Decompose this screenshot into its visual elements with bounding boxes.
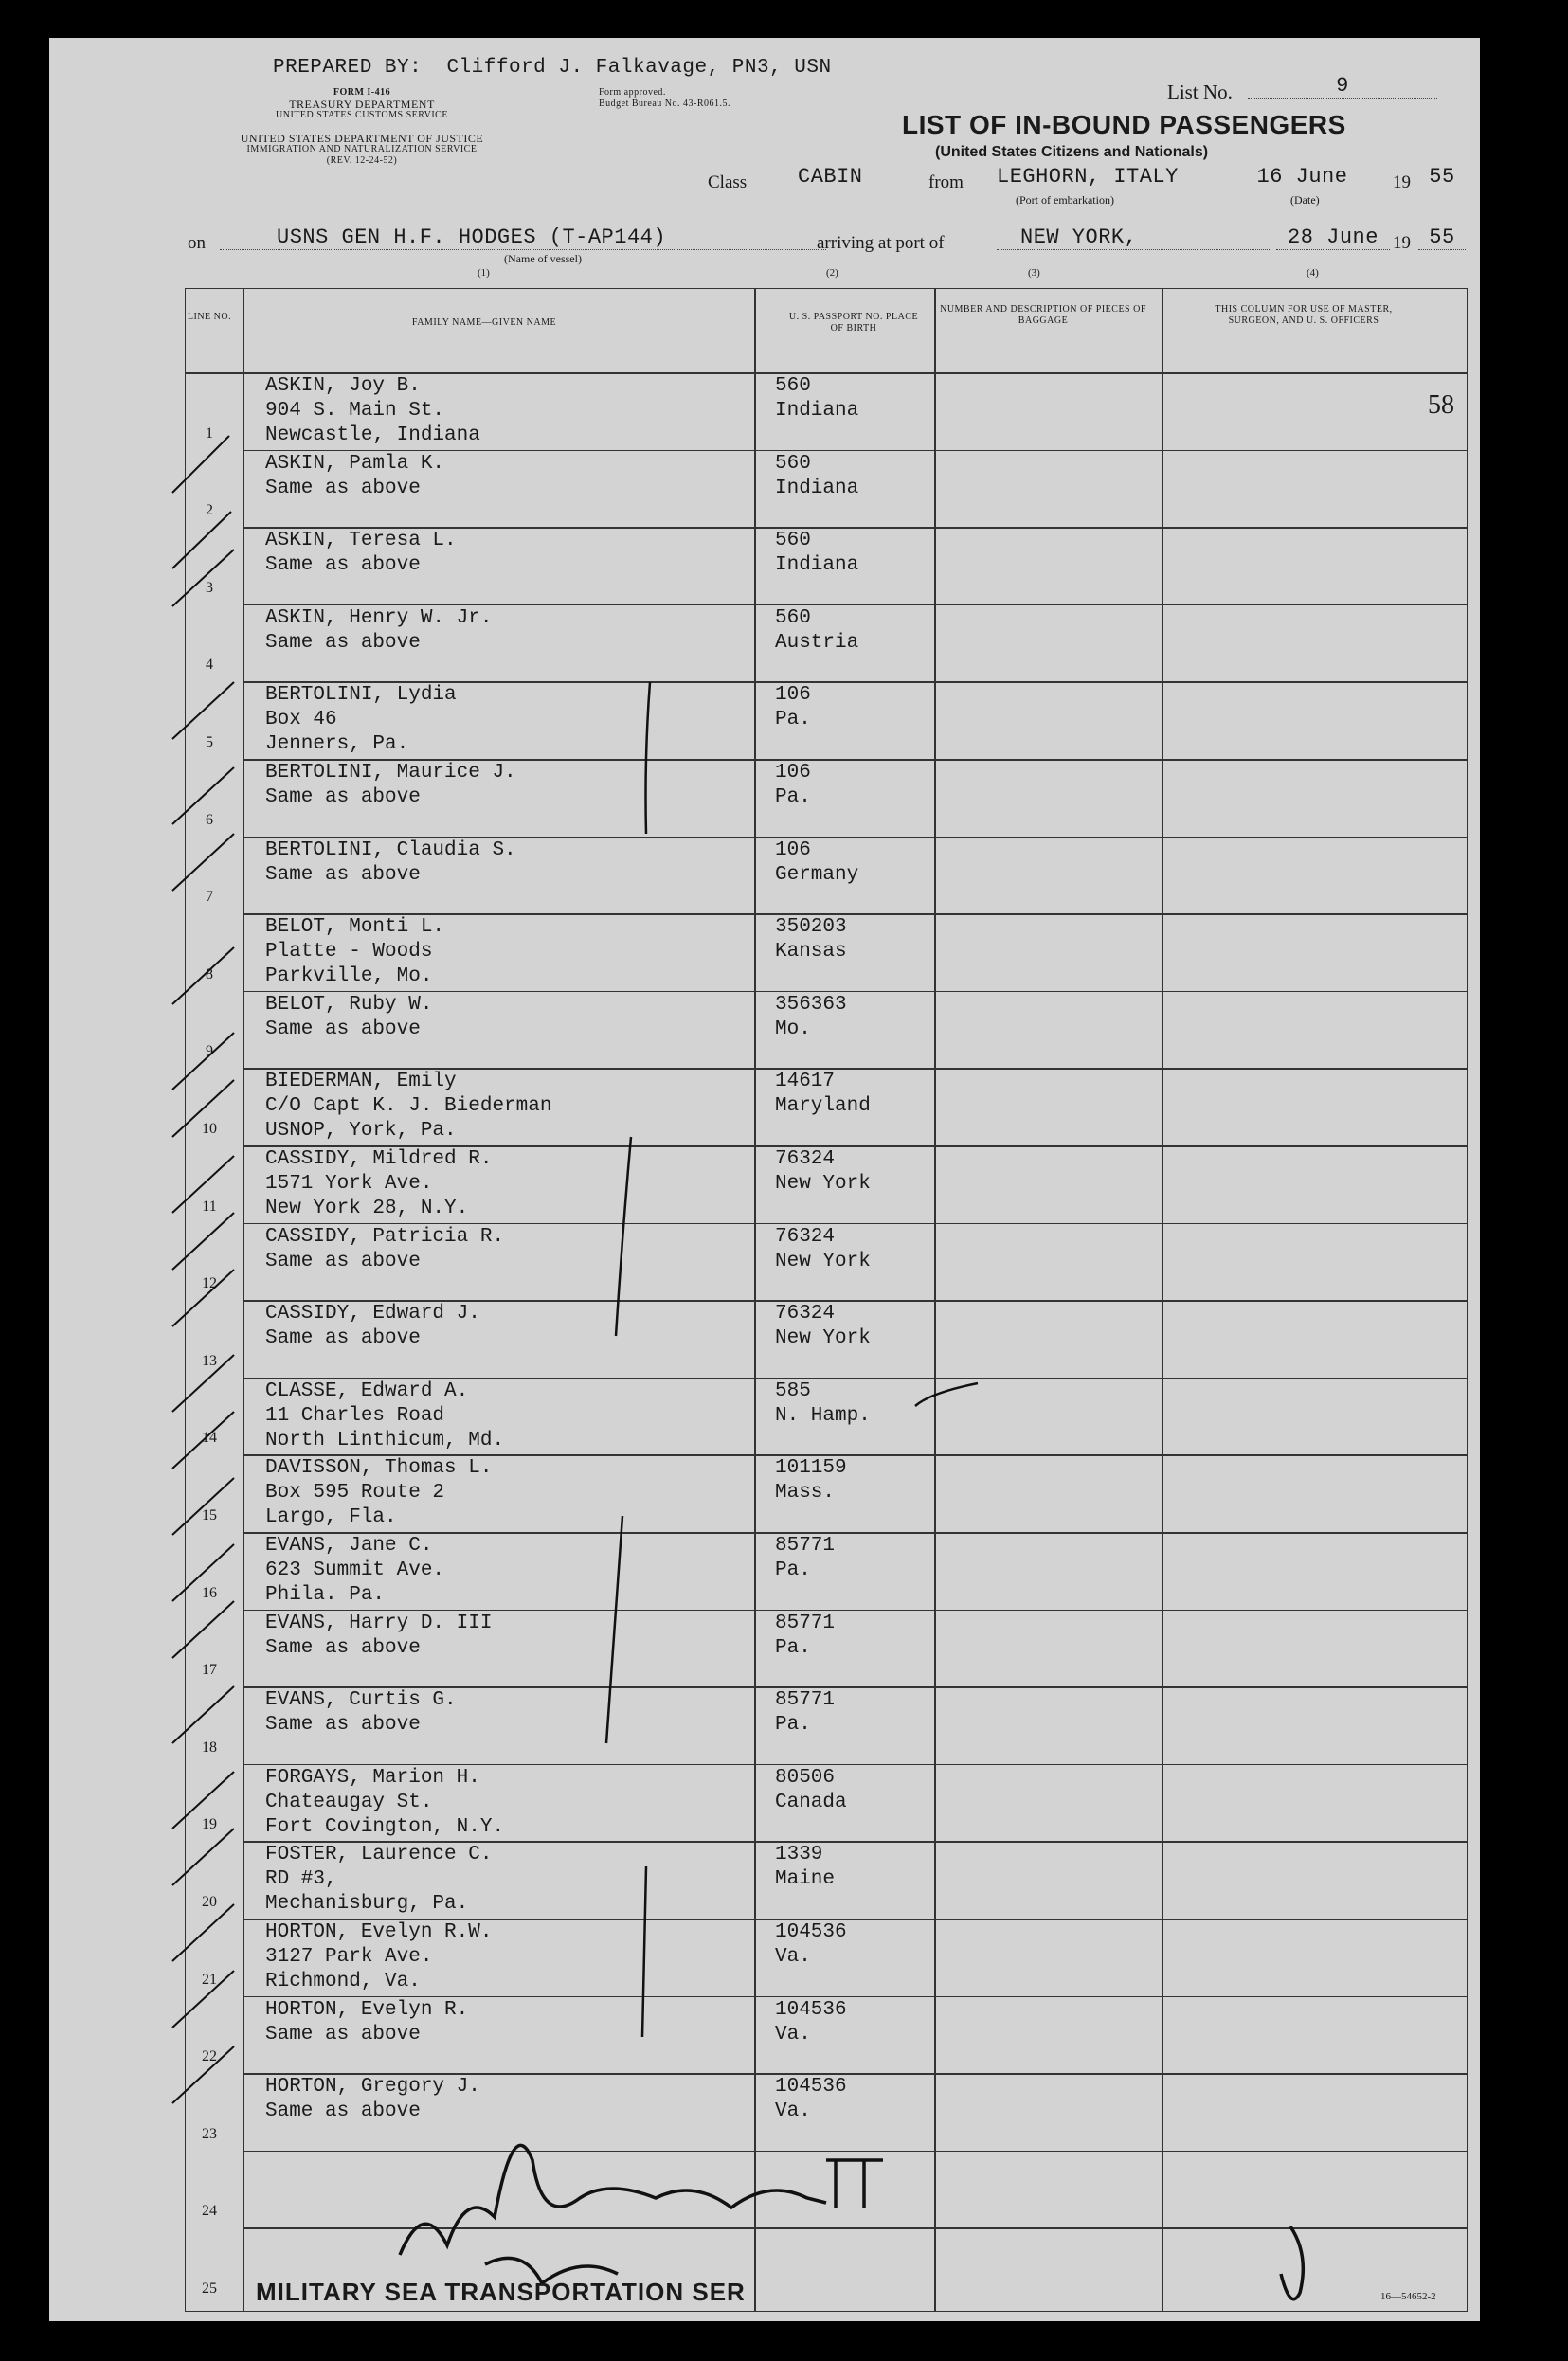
form-number: FORM I-416 [333, 87, 391, 98]
passenger-name: EVANS, Harry D. III Same as above [265, 1612, 493, 1659]
arriving-label: arriving at port of [817, 233, 945, 253]
col-marker-1: (1) [478, 267, 490, 279]
form-code: 16—54652-2 [1380, 2291, 1436, 2302]
year-prefix-2: 19 [1393, 233, 1411, 253]
customs-service: UNITED STATES CUSTOMS SERVICE [276, 110, 448, 120]
prepared-by-name: Clifford J. Falkavage, PN3, USN [446, 57, 832, 79]
on-label: on [188, 233, 206, 253]
passenger-name: BELOT, Ruby W. Same as above [265, 993, 433, 1040]
form-approved: Form approved. [599, 87, 666, 98]
passport-birthplace: 560 Indiana [775, 375, 859, 422]
passenger-name: HORTON, Evelyn R. Same as above [265, 1998, 469, 2046]
bracket-evans [606, 1516, 622, 1743]
passenger-name: ASKIN, Teresa L. Same as above [265, 530, 457, 577]
passport-birthplace: 80506 Canada [775, 1766, 847, 1813]
arrival-year: 55 [1418, 225, 1466, 250]
passenger-name: BERTOLINI, Maurice J. Same as above [265, 762, 516, 808]
passenger-name: FORGAYS, Marion H. Chateaugay St. Fort Covington, N.Y. [265, 1766, 505, 1838]
arrival-port-text: NEW YORK, [1020, 225, 1138, 249]
passport-birthplace: 14617 Maryland [775, 1071, 871, 1118]
passport-birthplace: 76324 New York [775, 1225, 871, 1272]
class-label: Class [708, 172, 748, 192]
passenger-name: ASKIN, Joy B. 904 S. Main St. Newcastle, Indiana [265, 375, 480, 446]
footer-stamp: MILITARY SEA TRANSPORTATION SER [256, 2278, 746, 2306]
line-number: 9 [206, 1043, 213, 1060]
passport-birthplace: 106 Germany [775, 838, 859, 886]
passport-birthplace: 104536 Va. [775, 1998, 847, 2046]
passport-birthplace: 585 N. Hamp. [775, 1379, 871, 1427]
budget-bureau: Budget Bureau No. 43-R061.5. [599, 99, 730, 109]
date-caption: (Date) [1290, 193, 1320, 207]
justice-dept: UNITED STATES DEPARTMENT OF JUSTICE [240, 132, 484, 145]
year-prefix: 19 [1393, 172, 1411, 192]
embark-year: 55 [1418, 165, 1466, 189]
passport-birthplace: 85771 Pa. [775, 1612, 836, 1659]
header-name: FAMILY NAME—GIVEN NAME [411, 317, 557, 328]
from-label: from [928, 172, 964, 192]
line-number: 18 [202, 1739, 217, 1756]
passport-birthplace: 350203 Kansas [775, 916, 847, 964]
passport-birthplace: 560 Indiana [775, 530, 859, 577]
passenger-name: FOSTER, Laurence C. RD #3, Mechanisburg, Pa. [265, 1844, 493, 1916]
passport-birthplace: 85771 Pa. [775, 1535, 836, 1581]
revision: (REV. 12-24-52) [326, 155, 398, 166]
line-number: 25 [202, 2280, 217, 2297]
handwriting-overlay [49, 38, 1480, 2321]
passenger-name: CLASSE, Edward A. 11 Charles Road North Linthicum, Md. [265, 1379, 505, 1451]
passenger-name: BERTOLINI, Claudia S. Same as above [265, 838, 516, 886]
header-baggage: NUMBER AND DESCRIPTION OF PIECES OF BAGGAGE [940, 304, 1146, 326]
passport-birthplace: 106 Pa. [775, 684, 811, 731]
arrival-date: 28 June [1276, 225, 1390, 250]
prepared-by-label: PREPARED BY: [273, 57, 423, 79]
col-marker-2: (2) [826, 267, 838, 279]
passport-birthplace: 104536 Va. [775, 2076, 847, 2123]
passport-birthplace: 560 Indiana [775, 452, 859, 499]
vessel-caption: (Name of vessel) [504, 252, 582, 265]
line-number: 4 [206, 657, 213, 674]
form-subtitle: (United States Citizens and Nationals) [935, 144, 1209, 160]
form-title: LIST OF IN-BOUND PASSENGERS [902, 110, 1346, 139]
passport-birthplace: 560 Austria [775, 606, 859, 654]
vessel-text: USNS GEN H.F. HODGES (T-AP144) [277, 225, 667, 249]
passenger-name: ASKIN, Henry W. Jr. Same as above [265, 606, 493, 654]
passenger-name: HORTON, Evelyn R.W. 3127 Park Ave. Richmond, Va. [265, 1921, 493, 1992]
passenger-name: CASSIDY, Mildred R. 1571 York Ave. New York 28, N.Y. [265, 1148, 493, 1219]
tick-mark [915, 1383, 978, 1406]
header-passport: U. S. PASSPORT NO. PLACE OF BIRTH [788, 312, 919, 333]
line-number: 11 [202, 1198, 217, 1215]
line-number: 5 [206, 734, 213, 750]
passport-birthplace: 106 Pa. [775, 762, 811, 808]
immigration-service: IMMIGRATION AND NATURALIZATION SERVICE [246, 144, 478, 154]
bracket-marks [606, 682, 978, 2037]
line-number: 2 [206, 502, 213, 519]
list-no-value: 9 [1248, 74, 1437, 99]
line-number: 16 [202, 1584, 217, 1601]
list-no-label: List No. [1167, 81, 1233, 103]
passenger-name: BERTOLINI, Lydia Box 46 Jenners, Pa. [265, 684, 457, 756]
passport-birthplace: 76324 New York [775, 1148, 871, 1195]
row-check-marks [172, 436, 234, 2103]
line-number: 21 [202, 1971, 217, 1988]
passenger-name: ASKIN, Pamla K. Same as above [265, 452, 445, 499]
bracket-bertolini [646, 682, 651, 834]
header-officers: THIS COLUMN FOR USE OF MASTER, SURGEON, AND U. S. OFFICERS [1215, 304, 1393, 326]
line-number: 19 [202, 1816, 217, 1833]
line-number: 6 [206, 811, 213, 828]
manifest-page [49, 38, 1480, 2321]
passenger-name: CASSIDY, Edward J. Same as above [265, 1303, 480, 1350]
port-embarkation-caption: (Port of embarkation) [1016, 193, 1114, 207]
line-number: 15 [202, 1507, 217, 1523]
header-line-no: LINE NO. [187, 312, 232, 322]
embark-date: 16 June [1219, 165, 1385, 189]
line-number: 7 [206, 889, 213, 906]
line-number: 8 [206, 965, 213, 982]
line-number: 22 [202, 2048, 217, 2065]
col-marker-4: (4) [1307, 267, 1319, 279]
treasury-dept: TREASURY DEPARTMENT [289, 98, 435, 111]
passport-birthplace: 101159 Mass. [775, 1457, 847, 1505]
line-number: 1 [206, 424, 213, 442]
passport-birthplace: 76324 New York [775, 1303, 871, 1350]
class-text: CABIN [798, 165, 863, 189]
line-number: 3 [206, 579, 213, 596]
port-embarkation-text: LEGHORN, ITALY [997, 165, 1179, 189]
passenger-name: EVANS, Jane C. 623 Summit Ave. Phila. Pa. [265, 1535, 445, 1606]
passenger-name: BELOT, Monti L. Platte - Woods Parkville, Mo. [265, 916, 445, 988]
line-number: 17 [202, 1662, 217, 1679]
passport-birthplace: 85771 Pa. [775, 1689, 836, 1737]
passenger-name: DAVISSON, Thomas L. Box 595 Route 2 Largo, Fla. [265, 1457, 493, 1529]
line-number: 23 [202, 2125, 217, 2142]
line-number: 24 [202, 2203, 217, 2220]
passenger-name: EVANS, Curtis G. Same as above [265, 1689, 457, 1737]
passenger-name: BIEDERMAN, Emily C/O Capt K. J. Biederman USNOP, York, Pa. [265, 1071, 552, 1143]
passenger-name: CASSIDY, Patricia R. Same as above [265, 1225, 505, 1272]
line-number: 12 [202, 1275, 217, 1292]
passport-birthplace: 1339 Maine [775, 1844, 836, 1891]
line-number: 13 [202, 1352, 217, 1369]
count-note: 58 [1428, 390, 1454, 420]
bracket-cassidy [616, 1137, 631, 1336]
line-number: 20 [202, 1894, 217, 1910]
line-number: 10 [202, 1121, 217, 1137]
passenger-name: HORTON, Gregory J. Same as above [265, 2076, 480, 2123]
line-number: 14 [202, 1430, 217, 1447]
col-marker-3: (3) [1028, 267, 1040, 279]
passport-birthplace: 104536 Va. [775, 1921, 847, 1968]
bracket-horton [642, 1866, 646, 2037]
passport-birthplace: 356363 Mo. [775, 993, 847, 1040]
